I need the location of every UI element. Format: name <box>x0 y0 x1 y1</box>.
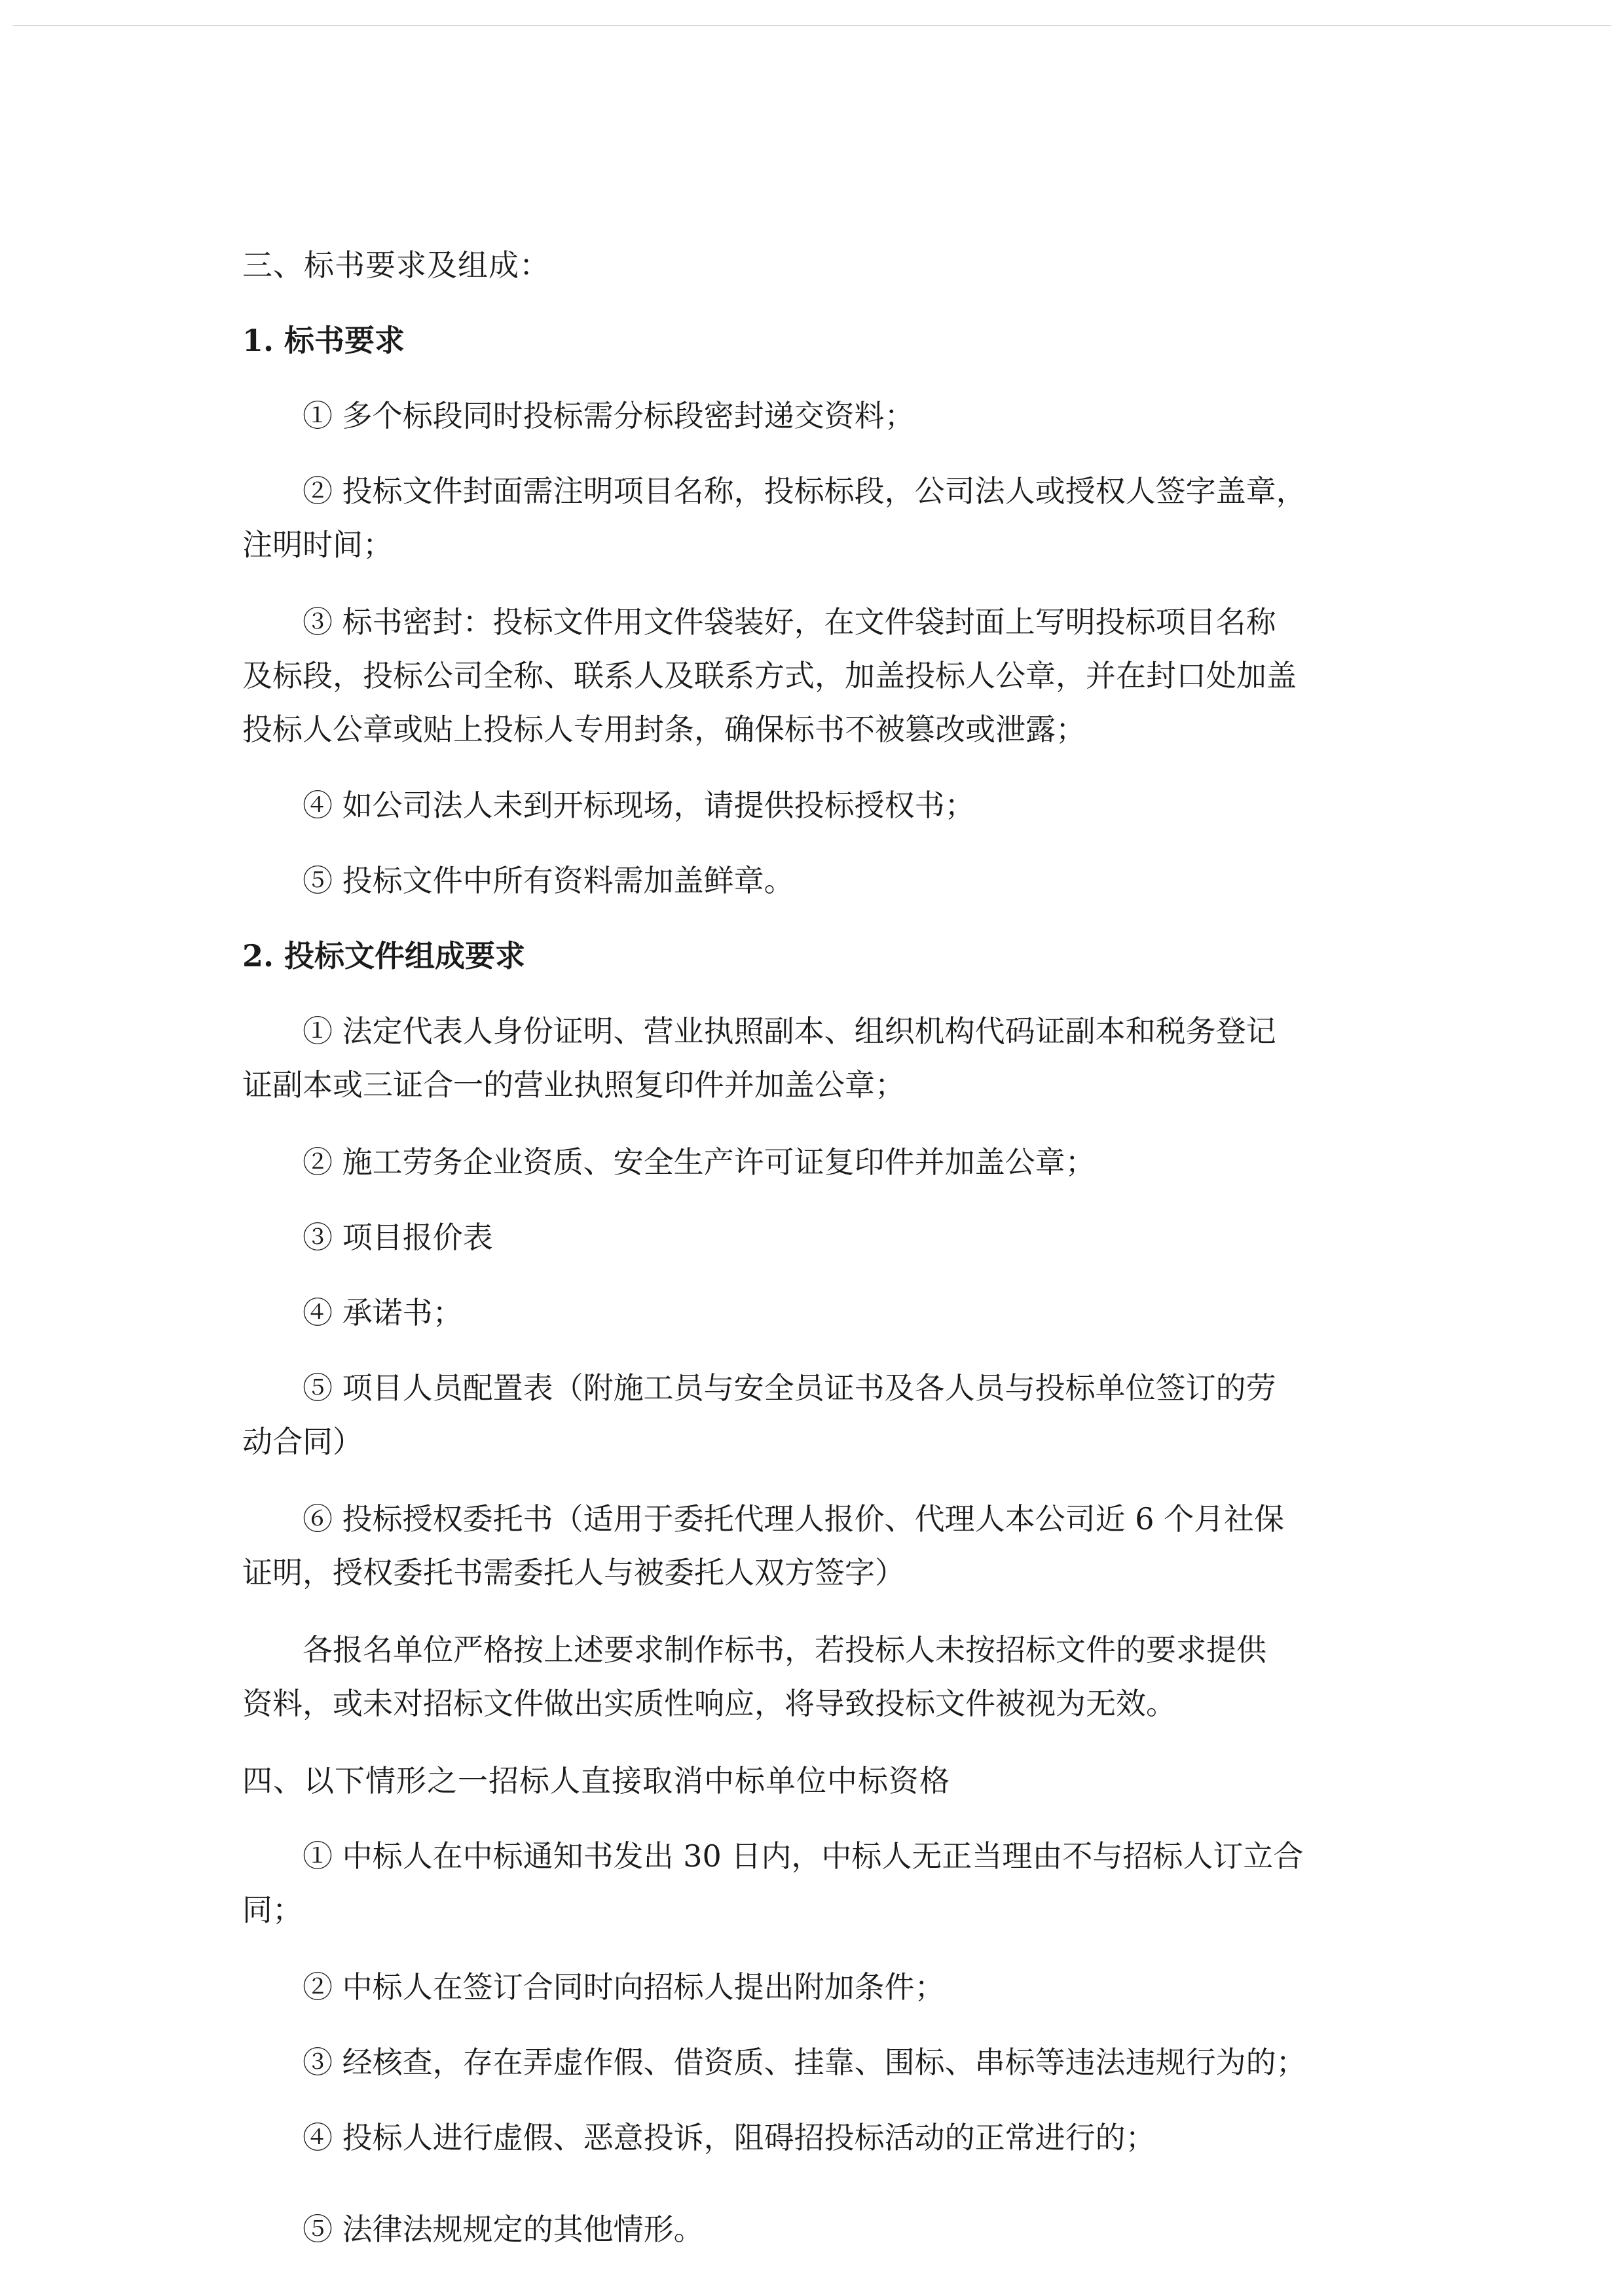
section3-title: 三、标书要求及组成： <box>242 247 550 283</box>
sub1-item-1: ① 多个标段同时投标需分标段密封递交资料； <box>303 398 915 433</box>
s4-item-2: ② 中标人在签订合同时向招标人提出附加条件； <box>303 1969 945 2005</box>
scan-top-edge <box>13 25 1611 26</box>
sub2-note: 各报名单位严格按上述要求制作标书，若投标人未按招标文件的要求提供 <box>303 1632 1266 1667</box>
sub2-item-6-cont: 证明，授权委托书需委托人与被委托人双方签字） <box>242 1555 905 1590</box>
s4-item-3: ③ 经核查，存在弄虚作假、借资质、挂靠、围标、串标等违法违规行为的； <box>303 2045 1306 2080</box>
sub1-title: 1. 标书要求 <box>242 323 405 358</box>
sub2-note-cont: 资料，或未对招标文件做出实质性响应，将导致投标文件被视为无效。 <box>242 1686 1176 1721</box>
sub2-item-2: ② 施工劳务企业资质、安全生产许可证复印件并加盖公章； <box>303 1144 1096 1180</box>
sub2-item-3: ③ 项目报价表 <box>303 1220 493 1255</box>
sub2-item-4: ④ 承诺书； <box>303 1295 463 1330</box>
s4-item-1-cont: 同； <box>242 1892 303 1927</box>
sub1-item-3-cont2: 投标人公章或贴上投标人专用封条，确保标书不被篡改或泄露； <box>242 712 1086 747</box>
sub2-item-1-cont: 证副本或三证合一的营业执照复印件并加盖公章； <box>242 1067 905 1102</box>
sub1-item-3: ③ 标书密封：投标文件用文件袋装好，在文件袋封面上写明投标项目名称 <box>303 604 1276 640</box>
sub2-title: 2. 投标文件组成要求 <box>242 938 526 974</box>
section4-title: 四、以下情形之一招标人直接取消中标单位中标资格 <box>242 1763 950 1798</box>
sub2-item-5-cont: 动合同） <box>242 1424 363 1459</box>
sub1-item-3-cont1: 及标段，投标公司全称、联系人及联系方式，加盖投标人公章，并在封口处加盖 <box>242 658 1297 693</box>
s4-item-5: ⑤ 法律法规规定的其他情形。 <box>303 2212 704 2247</box>
sub1-item-2-cont: 注明时间； <box>242 527 393 562</box>
sub1-item-4: ④ 如公司法人未到开标现场，请提供投标授权书； <box>303 788 975 823</box>
sub2-item-5: ⑤ 项目人员配置表（附施工员与安全员证书及各人员与投标单位签订的劳 <box>303 1370 1276 1406</box>
sub2-item-6: ⑥ 投标授权委托书（适用于委托代理人报价、代理人本公司近 6 个月社保 <box>303 1501 1285 1537</box>
sub2-item-1: ① 法定代表人身份证明、营业执照副本、组织机构代码证副本和税务登记 <box>303 1013 1276 1049</box>
s4-item-4: ④ 投标人进行虚假、恶意投诉，阻碍招投标活动的正常进行的； <box>303 2120 1156 2155</box>
sub1-item-2: ② 投标文件封面需注明项目名称，投标标段，公司法人或授权人签字盖章， <box>303 473 1306 509</box>
s4-item-1: ① 中标人在中标通知书发出 30 日内，中标人无正当理由不与招标人订立合 <box>303 1838 1304 1874</box>
sub1-item-5: ⑤ 投标文件中所有资料需加盖鲜章。 <box>303 863 794 898</box>
